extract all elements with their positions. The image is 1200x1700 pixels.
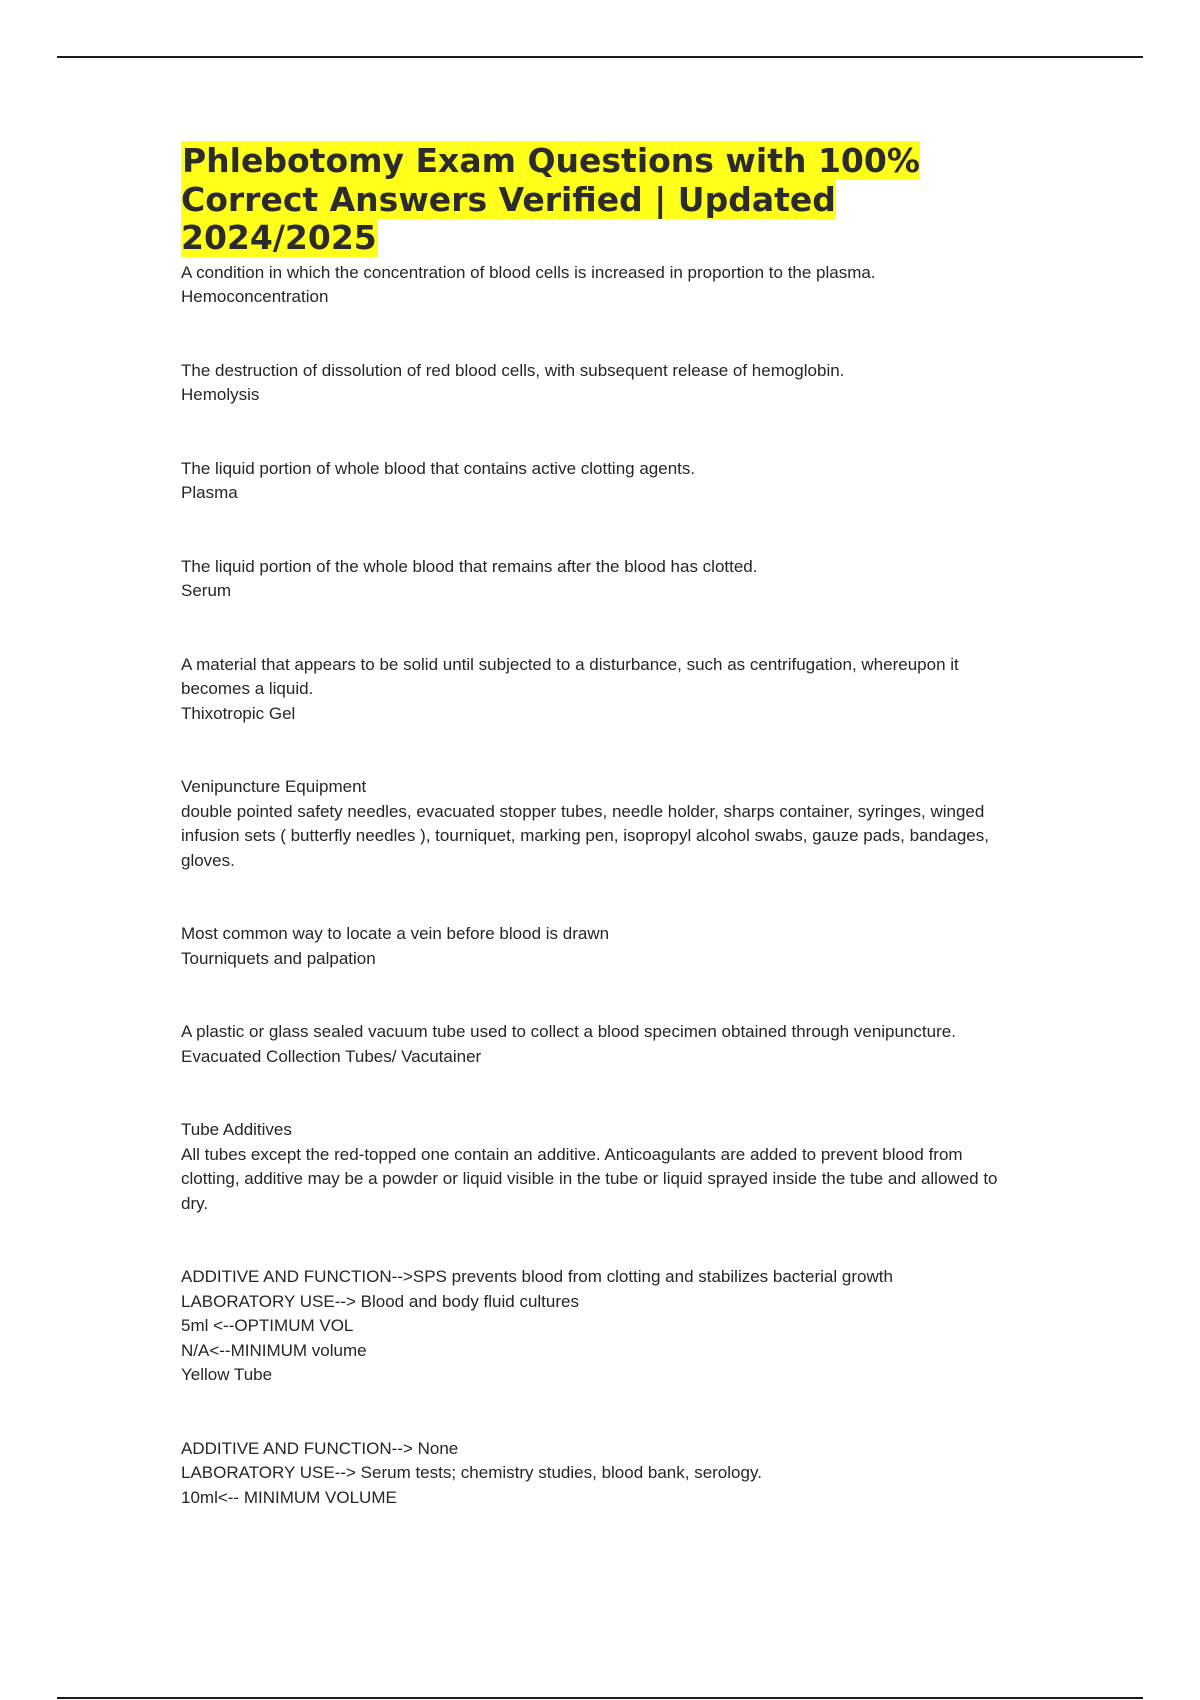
qa-item bbox=[181, 922, 1021, 971]
qa-item bbox=[181, 1020, 1021, 1069]
qa-line: ADDITIVE AND FUNCTION--> None bbox=[181, 1438, 459, 1458]
qa-line: A condition in which the concentration of blood cells is increased in proportion to the plasma. bbox=[181, 262, 876, 282]
footer-rule bbox=[57, 1697, 1143, 1699]
qa-line: N/A<--MINIMUM volume bbox=[181, 1340, 367, 1360]
qa-line: double pointed safety needles, evacuated stopper tubes, needle holder, sharps container, syringes, winged infusion sets ( butterfly needles ), tourniquet, marking pen, isopropyl alcohol swabs, gauze pads, bandages, gloves. bbox=[181, 801, 994, 870]
qa-line: Thixotropic Gel bbox=[181, 703, 296, 723]
qa-line: Serum bbox=[181, 581, 232, 600]
qa-line: Tube Additives bbox=[181, 1120, 292, 1139]
qa-line: 10ml<-- MINIMUM VOLUME bbox=[181, 1487, 397, 1507]
qa-line: A material that appears to be solid until subjected to a disturbance, such as centrifugation, whereupon it becomes a liquid. bbox=[181, 654, 964, 698]
qa-item bbox=[181, 653, 1021, 727]
qa-line: The liquid portion of whole blood that contains active clotting agents. bbox=[181, 458, 696, 478]
document-body bbox=[181, 142, 1021, 1510]
header-rule bbox=[57, 56, 1143, 58]
qa-line: Most common way to locate a vein before blood is drawn bbox=[181, 924, 610, 943]
qa-item bbox=[181, 457, 1021, 506]
title-highlight: Phlebotomy Exam Questions with 100% Correct Answers Verified | Updated 2024/2025 bbox=[181, 141, 920, 257]
qa-line: All tubes except the red-topped one contain an additive. Anticoagulants are added to prevent blood from clotting, additive may be a powder or liquid visible in the tube or liquid sprayed inside the tube and allowed to dry. bbox=[181, 1144, 1003, 1213]
qa-line: The liquid portion of the whole blood that remains after the blood has clotted. bbox=[181, 556, 758, 576]
qa-item bbox=[181, 1118, 1021, 1216]
qa-item bbox=[181, 1437, 1021, 1511]
qa-line: Hemolysis bbox=[181, 385, 260, 404]
qa-line: LABORATORY USE--> Blood and body fluid cultures bbox=[181, 1291, 579, 1311]
qa-line: Evacuated Collection Tubes/ Vacutainer bbox=[181, 1046, 482, 1066]
qa-line: ADDITIVE AND FUNCTION-->SPS prevents blood from clotting and stabilizes bacterial growth bbox=[181, 1267, 893, 1286]
qa-item bbox=[181, 1265, 1021, 1388]
qa-line: Yellow Tube bbox=[181, 1365, 273, 1384]
document-title bbox=[181, 142, 1021, 258]
qa-item bbox=[181, 555, 1021, 604]
qa-line: Tourniquets and palpation bbox=[181, 948, 376, 968]
qa-line: A plastic or glass sealed vacuum tube used to collect a blood specimen obtained through venipuncture. bbox=[181, 1022, 956, 1041]
qa-line: Venipuncture Equipment bbox=[181, 777, 367, 796]
qa-item bbox=[181, 359, 1021, 408]
qa-line: LABORATORY USE--> Serum tests; chemistry studies, blood bank, serology. bbox=[181, 1463, 762, 1482]
qa-line: 5ml <--OPTIMUM VOL bbox=[181, 1316, 354, 1335]
qa-line: The destruction of dissolution of red blood cells, with subsequent release of hemoglobin. bbox=[181, 360, 845, 380]
qa-line: Hemoconcentration bbox=[181, 287, 329, 306]
qa-item bbox=[181, 261, 1021, 310]
qa-line: Plasma bbox=[181, 483, 238, 502]
qa-item bbox=[181, 775, 1021, 873]
